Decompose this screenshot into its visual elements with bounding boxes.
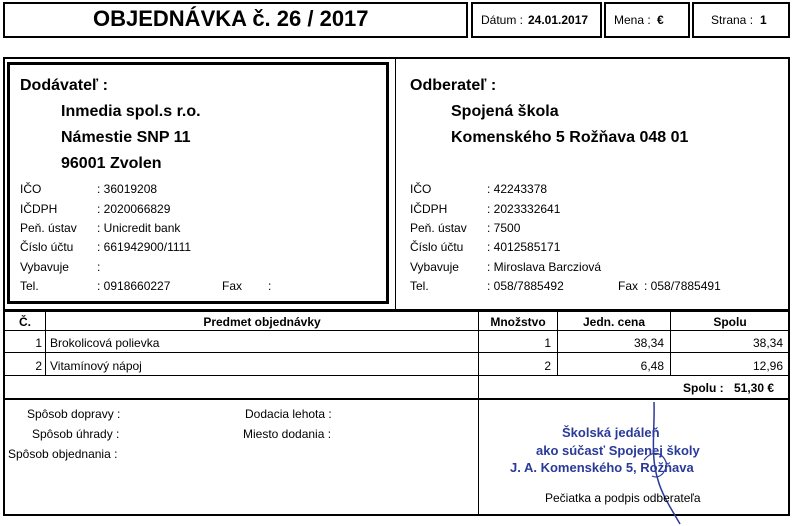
- supplier-heading: Dodávateľ :: [20, 77, 108, 94]
- row-2-total: 12,96: [752, 359, 783, 373]
- customer-bank-value: : 7500: [487, 221, 521, 235]
- row-2-no: 2: [35, 359, 42, 373]
- stamp-line-1: Školská jedáleň: [562, 425, 660, 440]
- table-header-rule: [4, 330, 789, 331]
- supplier-ico-value: : 36019208: [97, 182, 158, 196]
- transport-label: Spôsob dopravy :: [27, 407, 121, 421]
- customer-fax-value: : 058/7885491: [644, 279, 721, 293]
- stamp-line-2: ako súčasť Spojenej školy: [536, 443, 700, 458]
- table-body-rule: [4, 375, 789, 376]
- customer-ico-label: IČO: [410, 182, 432, 196]
- signature-label: Pečiatka a podpis odberateľa: [545, 491, 701, 505]
- currency-label: Mena :: [614, 13, 651, 27]
- stamp-line-3: J. A. Komenského 5, Rožňava: [510, 460, 694, 475]
- customer-tel-value: : 058/7885492: [487, 279, 564, 293]
- supplier-fax-label: Fax: [222, 279, 243, 293]
- page-label: Strana :: [711, 13, 754, 27]
- customer-fax-label: Fax: [618, 279, 639, 293]
- currency-value: €: [657, 13, 664, 27]
- party-divider: [395, 58, 396, 310]
- supplier-tel-label: Tel.: [20, 279, 39, 293]
- col-header-unit: Jedn. cena: [582, 315, 646, 329]
- supplier-icdph-value: : 2020066829: [97, 202, 171, 216]
- row-1-unit: 38,34: [633, 336, 664, 350]
- supplier-tel-value: : 0918660227: [97, 279, 171, 293]
- customer-account-value: : 4012585171: [487, 240, 561, 254]
- supplier-account-label: Číslo účtu: [20, 240, 74, 254]
- col-header-total: Spolu: [713, 315, 747, 329]
- row-2-unit: 6,48: [640, 359, 664, 373]
- supplier-bank-value: : Unicredit bank: [97, 221, 181, 235]
- col-header-qty: Množstvo: [490, 315, 546, 329]
- supplier-contact-value: :: [97, 260, 101, 274]
- delivery-place-label: Miesto dodania :: [243, 427, 332, 441]
- payment-label: Spôsob úhrady :: [32, 427, 120, 441]
- col-header-no: Č.: [19, 315, 31, 329]
- customer-tel-label: Tel.: [410, 279, 429, 293]
- sum-label: Spolu :: [683, 381, 724, 395]
- supplier-name: Inmedia spol.s r.o.: [61, 103, 201, 120]
- sum-value: 51,30 €: [734, 381, 775, 395]
- col-header-item: Predmet objednávky: [203, 315, 321, 329]
- customer-contact-value: : Miroslava Barcziová: [487, 260, 602, 274]
- row-1-no: 1: [35, 336, 42, 350]
- supplier-fax-value: :: [268, 279, 272, 293]
- customer-icdph-value: : 2023332641: [487, 202, 561, 216]
- page-value: 1: [760, 13, 767, 27]
- row-1-total: 38,34: [752, 336, 783, 350]
- customer-account-label: Číslo účtu: [410, 240, 464, 254]
- footer-divider: [478, 399, 479, 515]
- table-row-rule: [4, 352, 789, 353]
- supplier-ico-label: IČO: [20, 182, 42, 196]
- customer-bank-label: Peň. ústav: [410, 221, 467, 235]
- supplier-bank-label: Peň. ústav: [20, 221, 77, 235]
- customer-ico-value: : 42243378: [487, 182, 548, 196]
- customer-name: Spojená škola: [451, 103, 559, 120]
- page-title: OBJEDNÁVKA č. 26 / 2017: [93, 6, 369, 31]
- delivery-term-label: Dodacia lehota :: [245, 407, 332, 421]
- row-1-item: Brokolicová polievka: [50, 336, 160, 350]
- supplier-street: Námestie SNP 11: [61, 129, 191, 146]
- supplier-contact-label: Vybavuje: [20, 260, 69, 274]
- row-2-item: Vitamínový nápoj: [50, 359, 142, 373]
- supplier-account-value: : 661942900/1111: [97, 240, 192, 254]
- customer-icdph-label: IČDPH: [410, 202, 448, 216]
- signature-mark: [632, 400, 692, 526]
- customer-address: Komenského 5 Rožňava 048 01: [451, 129, 689, 146]
- date-value: 24.01.2017: [528, 13, 589, 27]
- supplier-city: 96001 Zvolen: [61, 155, 162, 172]
- supplier-icdph-label: IČDPH: [20, 202, 58, 216]
- customer-contact-label: Vybavuje: [410, 260, 459, 274]
- ordering-label: Spôsob objednania :: [8, 447, 118, 461]
- row-2-qty: 2: [544, 359, 551, 373]
- date-label: Dátum :: [481, 13, 524, 27]
- row-1-qty: 1: [544, 336, 551, 350]
- customer-heading: Odberateľ :: [410, 77, 497, 94]
